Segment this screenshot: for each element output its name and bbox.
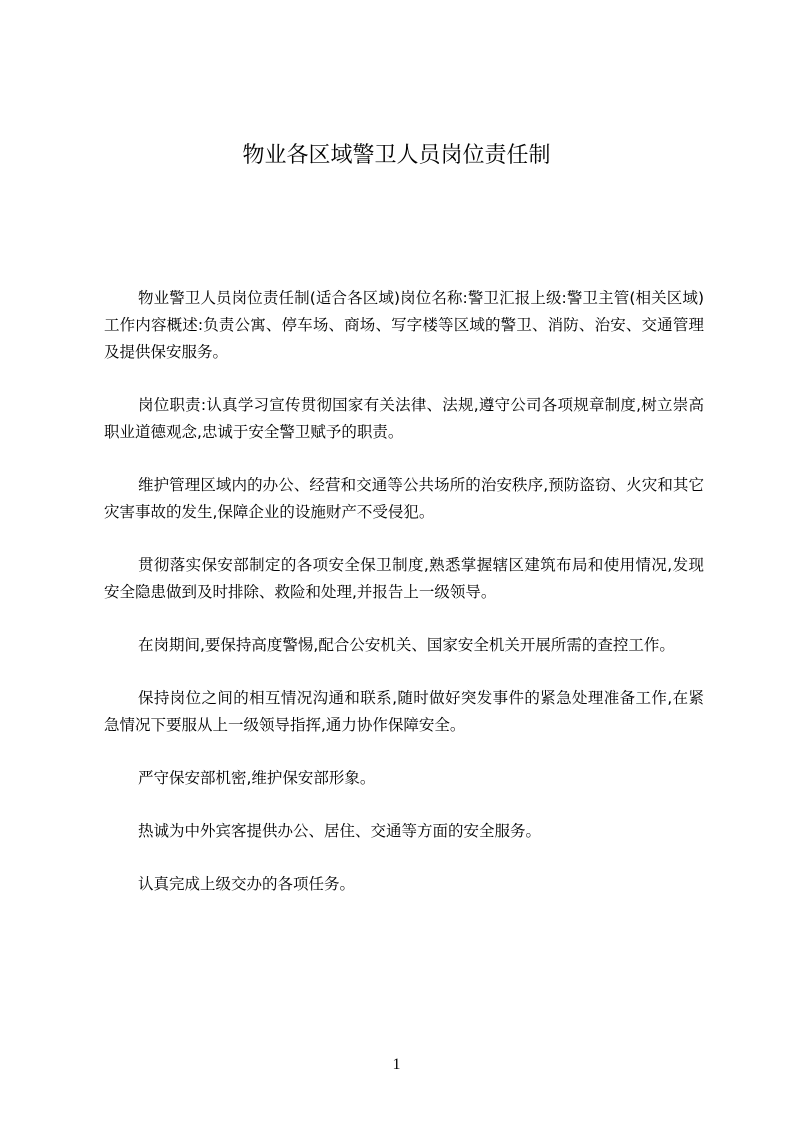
paragraph-job-overview: 物业警卫人员岗位责任制(适合各区域)岗位名称:警卫汇报上级:警卫主管(相关区域)工作内容概述:负责公寓、停车场、商场、写字楼等区域的警卫、消防、治安、交通管理及提供保安服务。	[104, 289, 704, 361]
paragraph-public-order: 维护管理区域内的办公、经营和交通等公共场所的治安秩序,预防盗窃、火灾和其它灾害事故的发生,保障企业的设施财产不受侵犯。	[104, 476, 704, 521]
document-title: 物业各区域警卫人员岗位责任制	[242, 143, 551, 168]
paragraph-guest-service: 热诚为中外宾客提供办公、居住、交通等方面的安全服务。	[138, 822, 542, 840]
paragraph-communication: 保持岗位之间的相互情况沟通和联系,随时做好突发事件的紧急处理准备工作,在紧急情况下要服从上一级领导指挥,通力协作保障安全。	[104, 689, 704, 734]
paragraph-confidentiality: 严守保安部机密,维护保安部形象。	[138, 769, 376, 787]
paragraph-security-system: 贯彻落实保安部制定的各项安全保卫制度,熟悉掌握辖区建筑布局和使用情况,发现安全隐患做到及时排除、救险和处理,并报告上一级领导。	[104, 556, 704, 601]
page-number: 1	[392, 1056, 401, 1073]
paragraph-responsibilities: 岗位职责:认真学习宣传贯彻国家有关法律、法规,遵守公司各项规章制度,树立崇高职业道德观念,忠诚于安全警卫赋予的职责。	[104, 396, 704, 441]
paragraph-assigned-tasks: 认真完成上级交办的各项任务。	[138, 875, 356, 893]
paragraph-vigilance: 在岗期间,要保持高度警惕,配合公安机关、国家安全机关开展所需的查控工作。	[138, 636, 675, 654]
document-body	[104, 285, 704, 898]
